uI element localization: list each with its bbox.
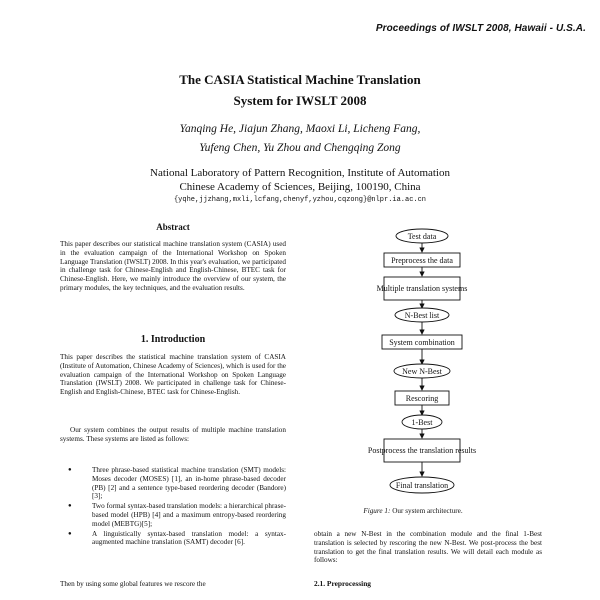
svg-text:Test data: Test data	[407, 232, 437, 241]
list-item: ● A linguistically syntax-based translation model: a syntax-augmented machine translation (SAMT) decoder [6].	[60, 530, 286, 548]
introduction-paragraph-2: Our system combines the output results of multiple machine translation systems. These systems are listed as follows:	[60, 426, 286, 443]
svg-text:Preprocess the data: Preprocess the data	[391, 256, 453, 265]
flow-box-new-nbest	[394, 364, 450, 378]
figure-caption-label: Figure 1:	[363, 507, 391, 515]
introduction-tail: Then by using some global features we rescore the	[60, 580, 206, 588]
figure-caption-text: Our system architecture.	[390, 507, 463, 515]
svg-text:System combination: System combination	[389, 338, 455, 347]
svg-text:Postprocess the translation re: Postprocess the translation results	[367, 446, 477, 455]
authors-line1: Yanqing He, Jiajun Zhang, Maoxi Li, Licheng Fang,	[179, 123, 421, 135]
abstract-heading: Abstract	[156, 222, 190, 232]
paper-title-line1: The CASIA Statistical Machine Translation	[179, 72, 421, 87]
proceedings-header: Proceedings of IWSLT 2008, Hawaii - U.S.A.	[375, 23, 586, 34]
paper-title-line2: System for IWSLT 2008	[233, 93, 367, 108]
svg-text:Multiple translation systems: Multiple translation systems	[376, 284, 468, 293]
flow-box-test-data	[396, 229, 448, 243]
affiliation-line1: National Laboratory of Pattern Recognition, Institute of Automation	[150, 167, 450, 179]
author-emails: {yqhe,jjzhang,mxli,lcfang,chenyf,yzhou,cqzong}@nlpr.ia.ac.cn	[173, 196, 427, 204]
right-column-text: obtain a new N-Best in the combination module and the final 1-Best translation is selected by rescoring the new N-Best. We post-process the best translation to get the final translation results. We will detail each module as follows:	[314, 530, 542, 565]
svg-text:Final translation: Final translation	[395, 481, 449, 490]
svg-text:1-Best: 1-Best	[411, 418, 433, 427]
flow-box-postprocess	[368, 439, 476, 462]
abstract-text: This paper describes our statistical machine translation system (CASIA) used in the evaluation campaign of the International Workshop on Spoken Language Translation (IWSLT) 2008. In this year's evaluation, we participated in challenge task for Chinese-English and English-Chinese, BTEC task for Chinese-English. Here, we mainly introduce the overview of our system, the primary modules, the key techniques, and the evaluation results.	[60, 240, 286, 292]
preprocessing-subheading: 2.1. Preprocessing	[314, 579, 371, 588]
affiliation-line2: Chinese Academy of Sciences, Beijing, 100190, China	[179, 181, 421, 193]
svg-text:N-Best list: N-Best list	[404, 311, 440, 320]
list-item: ● Three phrase-based statistical machine translation (SMT) models: Moses decoder (MOSES) [1], an in-home phrase-based decoder (PB) [2] and a sentence type-based reordering decoder (Bandore) [3];	[60, 466, 286, 501]
svg-text:New N-Best: New N-Best	[402, 367, 442, 376]
introduction-paragraph-1: This paper describes the statistical machine translation system of CASIA (Institute of Automation, Chinese Academy of Sciences), which is used for the evaluation campaign of the International Workshop on Spoken Language Translation (IWSLT) 2008. We participated in challenge task for Chinese-English and English-Chinese, BTEC task for Chinese-English.	[60, 353, 286, 397]
architecture-flowchart	[310, 222, 530, 502]
system-list	[60, 466, 286, 548]
svg-text:Rescoring: Rescoring	[405, 394, 439, 403]
flow-box-final-translation	[390, 477, 454, 493]
figure-caption	[300, 507, 526, 515]
authors-line2: Yufeng Chen, Yu Zhou and Chengqing Zong	[199, 142, 401, 154]
flow-box-system-combination	[382, 335, 462, 349]
flow-box-one-best	[402, 415, 442, 429]
flow-box-multiple-systems	[377, 277, 468, 300]
list-item: ● Two formal syntax-based translation models: a hierarchical phrase-based model (HPB) [4] and a maximum entropy-based reordering model (MEBTG)[5];	[60, 502, 286, 528]
flow-box-rescoring	[395, 391, 449, 405]
flow-box-nbest-list	[395, 308, 449, 322]
introduction-heading: 1. Introduction	[140, 334, 206, 345]
flow-box-preprocess	[384, 253, 460, 267]
